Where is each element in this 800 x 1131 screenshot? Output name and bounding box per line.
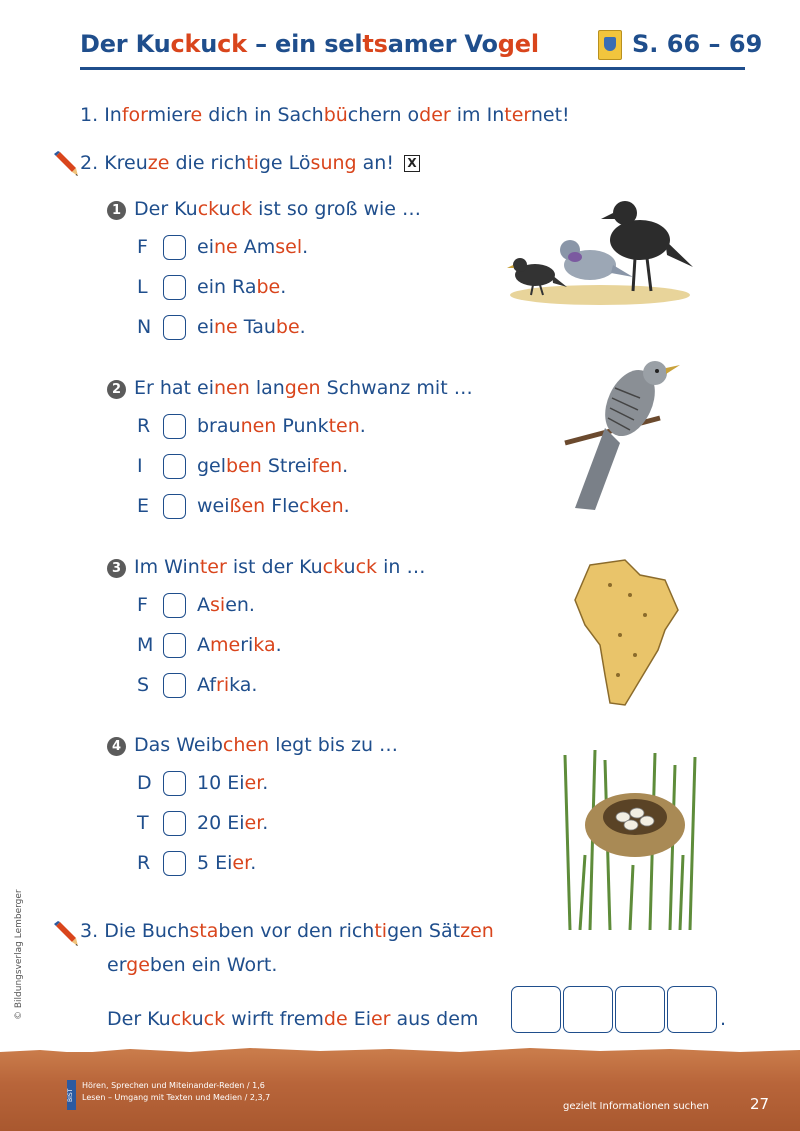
task-1	[80, 104, 570, 126]
answer-box-3[interactable]	[615, 986, 665, 1033]
task-2-number: 2.	[80, 152, 99, 174]
footer-band	[0, 1052, 800, 1131]
option-checkbox[interactable]	[163, 414, 186, 439]
footer-competence-2: Lesen – Umgang mit Texten und Medien / 2,3,7	[82, 1093, 271, 1102]
option-text: ein Rabe.	[197, 276, 287, 298]
question-number-badge: 4	[107, 737, 126, 756]
question-2	[107, 377, 473, 399]
option-text: 20 Eier.	[197, 812, 269, 834]
option-text: Amerika.	[197, 634, 282, 656]
option-text: braunen Punkten.	[197, 415, 366, 437]
task-2	[80, 152, 420, 174]
checkbox-example-icon: X	[404, 155, 420, 172]
cuckoo-illustration	[560, 358, 685, 518]
option-text: eine Amsel.	[197, 236, 309, 258]
option-letter: N	[137, 316, 152, 338]
question-number-badge: 3	[107, 559, 126, 578]
option-checkbox[interactable]	[163, 275, 186, 300]
option-checkbox[interactable]	[163, 235, 186, 260]
question-3	[107, 556, 425, 578]
question-text: Er hat einen langen Schwanz mit …	[134, 377, 473, 399]
option-letter: F	[137, 594, 148, 616]
option-letter: D	[137, 772, 152, 794]
option-checkbox[interactable]	[163, 633, 186, 658]
pencil-icon	[52, 920, 80, 948]
title-divider	[80, 67, 745, 70]
option-letter: M	[137, 634, 154, 656]
page-title: Der Kuckuck – ein seltsamer Vogel	[80, 30, 539, 58]
option-text: eine Taube.	[197, 316, 306, 338]
question-4	[107, 734, 398, 756]
option-checkbox[interactable]	[163, 454, 186, 479]
page-number: 27	[750, 1095, 770, 1113]
task-3-number: 3.	[80, 920, 99, 942]
task-3-line-1: Die Buchstaben vor den richtigen Sätzen	[104, 920, 494, 942]
option-text: Afrika.	[197, 674, 258, 696]
option-letter: T	[137, 812, 149, 834]
task-3-line-2: ergeben ein Wort.	[107, 954, 278, 976]
task-3	[80, 920, 494, 942]
option-checkbox[interactable]	[163, 494, 186, 519]
option-letter: S	[137, 674, 150, 696]
task-1-text: Informiere dich in Sachbüchern oder im Internet!	[104, 104, 570, 126]
option-checkbox[interactable]	[163, 315, 186, 340]
answer-box-4[interactable]	[667, 986, 717, 1033]
option-checkbox[interactable]	[163, 593, 186, 618]
birds-illustration	[505, 195, 695, 310]
bist-badge: BIST	[67, 1080, 76, 1110]
option-letter: L	[137, 276, 148, 298]
africa-map-illustration	[570, 555, 685, 715]
option-text: Asien.	[197, 594, 255, 616]
option-checkbox[interactable]	[163, 673, 186, 698]
footer-skill: gezielt Informationen suchen	[563, 1101, 709, 1112]
book-icon	[598, 30, 622, 60]
page-reference: S. 66 – 69	[632, 30, 763, 58]
option-text: gelben Streifen.	[197, 455, 349, 477]
pencil-icon	[52, 150, 80, 178]
option-letter: F	[137, 236, 148, 258]
question-number-badge: 2	[107, 380, 126, 399]
question-text: Der Kuckuck ist so groß wie …	[134, 198, 422, 220]
option-letter: E	[137, 495, 150, 517]
question-text: Das Weibchen legt bis zu …	[134, 734, 399, 756]
footer-competence-1: Hören, Sprechen und Miteinander-Reden / 1,6	[82, 1081, 265, 1090]
answer-sentence: Der Kuckuck wirft fremde Eier aus dem	[107, 1008, 479, 1030]
option-text: weißen Flecken.	[197, 495, 350, 517]
question-1	[107, 198, 421, 220]
option-letter: R	[137, 415, 151, 437]
answer-box-2[interactable]	[563, 986, 613, 1033]
copyright-note: © Bildungsverlag Lemberger	[14, 889, 24, 1020]
option-text: 10 Eier.	[197, 772, 269, 794]
option-letter: R	[137, 852, 151, 874]
option-checkbox[interactable]	[163, 851, 186, 876]
task-2-text: Kreuze die richtige Lösung an!	[104, 152, 394, 174]
question-text: Im Winter ist der Kuckuck in …	[134, 556, 426, 578]
option-checkbox[interactable]	[163, 811, 186, 836]
question-number-badge: 1	[107, 201, 126, 220]
option-letter: I	[137, 455, 143, 477]
option-text: 5 Eier.	[197, 852, 257, 874]
answer-box-1[interactable]	[511, 986, 561, 1033]
nest-illustration	[555, 745, 705, 930]
answer-period: .	[720, 1008, 727, 1030]
task-1-number: 1.	[80, 104, 99, 126]
option-checkbox[interactable]	[163, 771, 186, 796]
